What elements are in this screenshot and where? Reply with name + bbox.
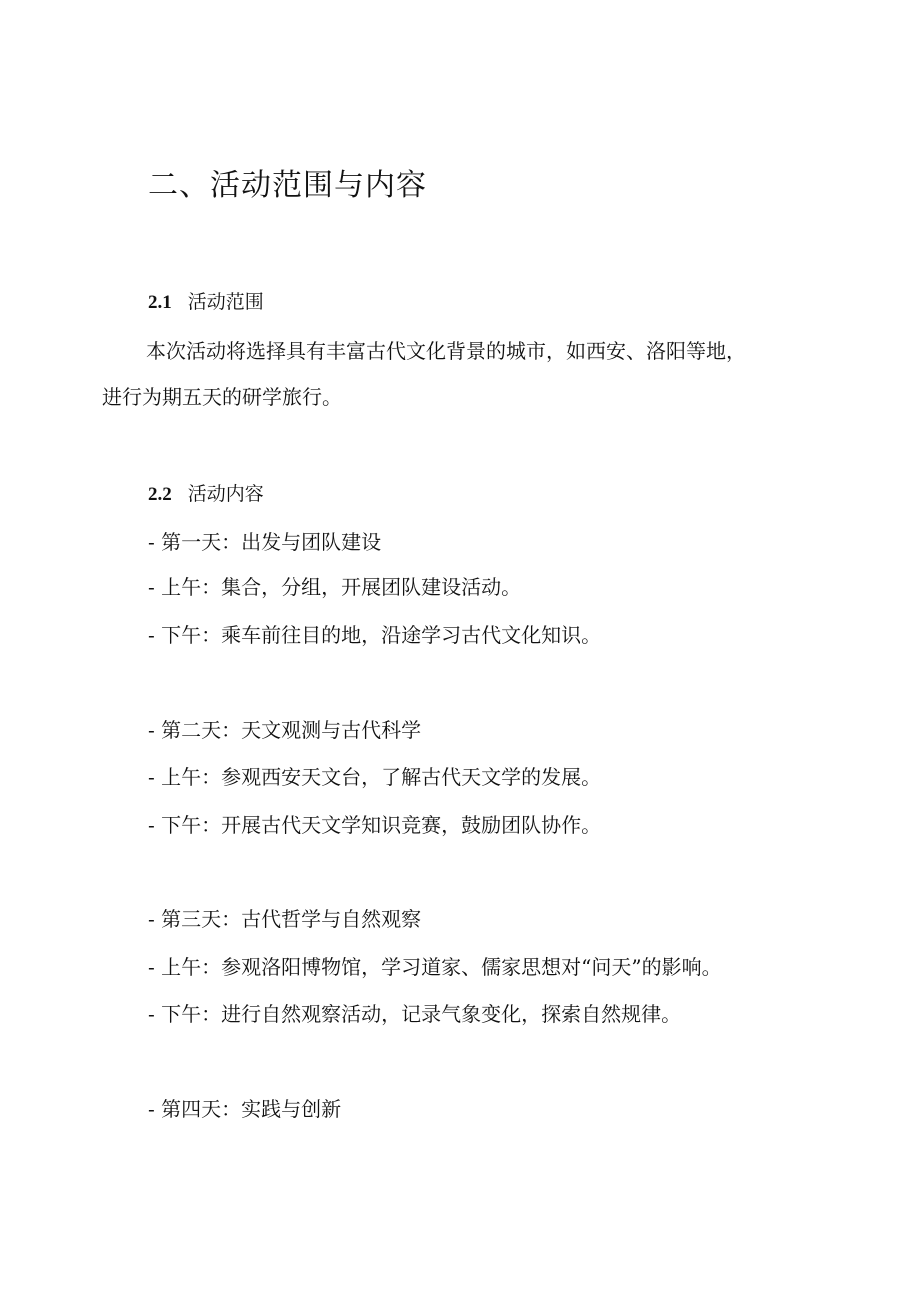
subsection-number: 2.1 — [148, 292, 172, 313]
schedule-item: - 上午：参观西安天文台，了解古代天文学的发展。 — [148, 765, 602, 789]
schedule-day-heading: - 第二天：天文观测与古代科学 — [148, 718, 422, 742]
subsection-heading-2-1 — [148, 288, 264, 317]
subsection-heading-2-2 — [148, 480, 264, 509]
paragraph-line: 进行为期五天的研学旅行。 — [102, 385, 342, 409]
schedule-item: - 下午：开展古代天文学知识竞赛，鼓励团队协作。 — [148, 813, 602, 837]
schedule-item: - 下午：进行自然观察活动，记录气象变化，探索自然规律。 — [148, 1002, 682, 1026]
schedule-day-heading: - 第四天：实践与创新 — [148, 1097, 342, 1121]
section-heading: 二、活动范围与内容 — [148, 168, 427, 203]
schedule-day-heading: - 第一天：出发与团队建设 — [148, 530, 382, 554]
scope-paragraph — [102, 328, 812, 420]
subsection-title: 活动内容 — [187, 483, 264, 505]
schedule-day-heading: - 第三天：古代哲学与自然观察 — [148, 907, 422, 931]
paragraph-line: 本次活动将选择具有丰富古代文化背景的城市，如西安、洛阳等地， — [146, 339, 746, 363]
schedule-item: - 下午：乘车前往目的地，沿途学习古代文化知识。 — [148, 623, 602, 647]
subsection-number: 2.2 — [148, 484, 172, 505]
schedule-item: - 上午：参观洛阳博物馆，学习道家、儒家思想对“问天”的影响。 — [148, 955, 722, 979]
schedule-item: - 上午：集合，分组，开展团队建设活动。 — [148, 575, 522, 599]
subsection-title: 活动范围 — [187, 291, 264, 313]
